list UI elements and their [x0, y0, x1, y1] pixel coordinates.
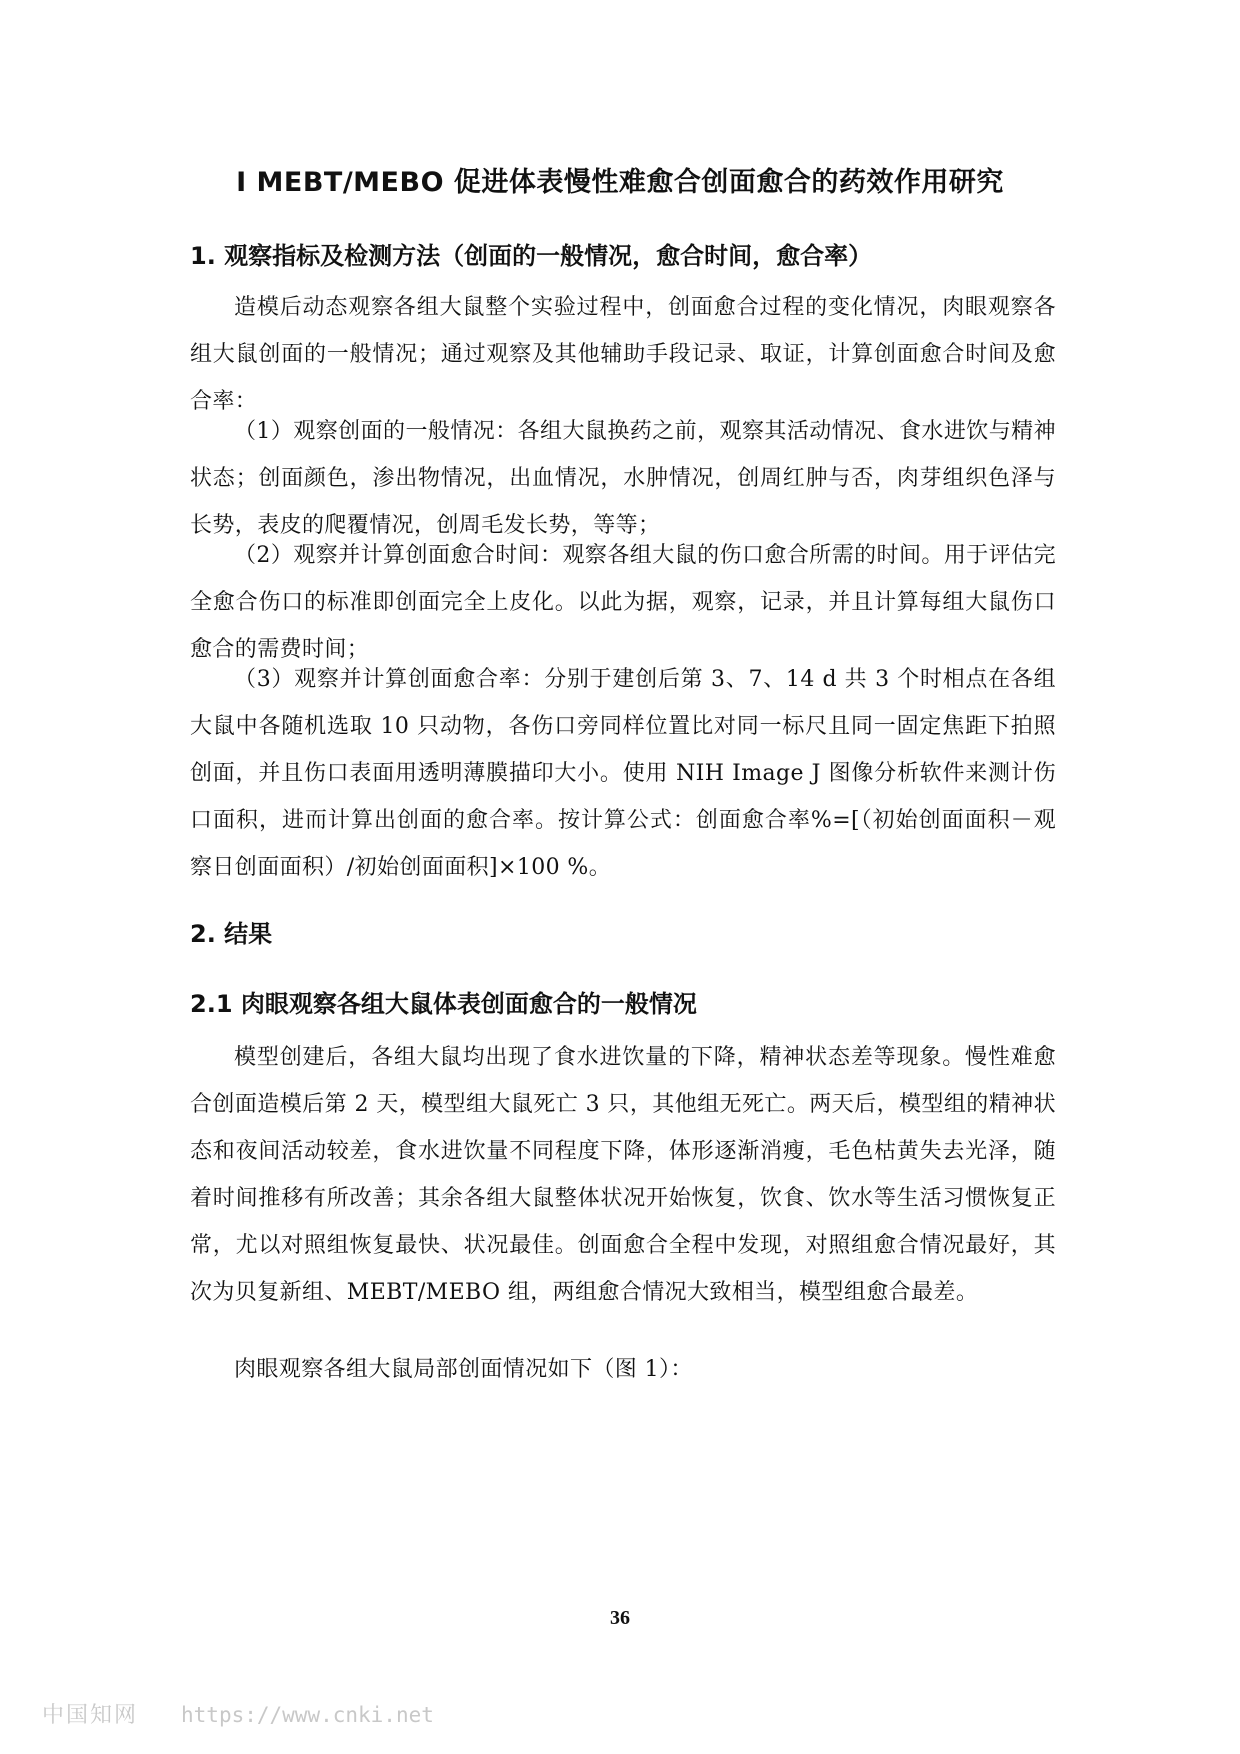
page-title: I MEBT/MEBO 促进体表慢性难愈合创面愈合的药效作用研究	[236, 167, 1004, 198]
section-1-heading: 1. 观察指标及检测方法（创面的一般情况，愈合时间，愈合率）	[190, 242, 873, 270]
section-2-heading: 2. 结果	[190, 920, 273, 948]
section-1-item-1-paragraph: （1）观察创面的一般情况：各组大鼠换药之前，观察其活动情况、食水进饮与精神状态；创面颜色，渗出物情况，出血情况，水肿情况，创周红肿与否，肉芽组织色泽与长势，表皮的爬覆情况，创周毛发长势，等等；	[190, 419, 1056, 538]
watermark-url: https://www.cnki.net	[181, 1703, 434, 1727]
section-2-1-heading: 2.1 肉眼观察各组大鼠体表创面愈合的一般情况	[190, 990, 697, 1018]
section-1-item-2-paragraph: （2）观察并计算创面愈合时间：观察各组大鼠的伤口愈合所需的时间。用于评估完全愈合伤口的标准即创面完全上皮化。以此为据，观察，记录，并且计算每组大鼠伤口愈合的需费时间；	[190, 543, 1056, 662]
section-1-intro-paragraph: 造模后动态观察各组大鼠整个实验过程中，创面愈合过程的变化情况，肉眼观察各组大鼠创面的一般情况；通过观察及其他辅助手段记录、取证，计算创面愈合时间及愈合率：	[190, 295, 1056, 414]
figure-reference-paragraph: 肉眼观察各组大鼠局部创面情况如下（图 1）：	[234, 1357, 693, 1382]
watermark-logo: 中国知网	[42, 1703, 139, 1728]
section-2-1-paragraph: 模型创建后，各组大鼠均出现了食水进饮量的下降，精神状态差等现象。慢性难愈合创面造模后第 2 天，模型组大鼠死亡 3 只，其他组无死亡。两天后，模型组的精神状态和夜间活动较差，食水进饮量不同程度下降，体形逐渐消瘦，毛色枯黄失去光泽，随着时间推移有所改善；其余各组大鼠整体状况开始恢复，饮食、饮水等生活习惯恢复正常，尤以对照组恢复最快、状况最佳。创面愈合全程中发现，对照组愈合情况最好，其次为贝复新组、MEBT/MEBO 组，两组愈合情况大致相当，模型组愈合最差。	[190, 1045, 1056, 1305]
cnki-watermark	[42, 1700, 434, 1731]
page-number: 36	[610, 1607, 630, 1629]
section-1-item-3-paragraph: （3）观察并计算创面愈合率：分别于建创后第 3、7、14 d 共 3 个时相点在各组大鼠中各随机选取 10 只动物，各伤口旁同样位置比对同一标尺且同一固定焦距下拍照创面，并且伤口表面用透明薄膜描印大小。使用 NIH Image J 图像分析软件来测计伤口面积，进而计算出创面的愈合率。按计算公式：创面愈合率%=[（初始创面面积－观察日创面面积）/初始创面面积]×100 %。	[190, 667, 1056, 880]
